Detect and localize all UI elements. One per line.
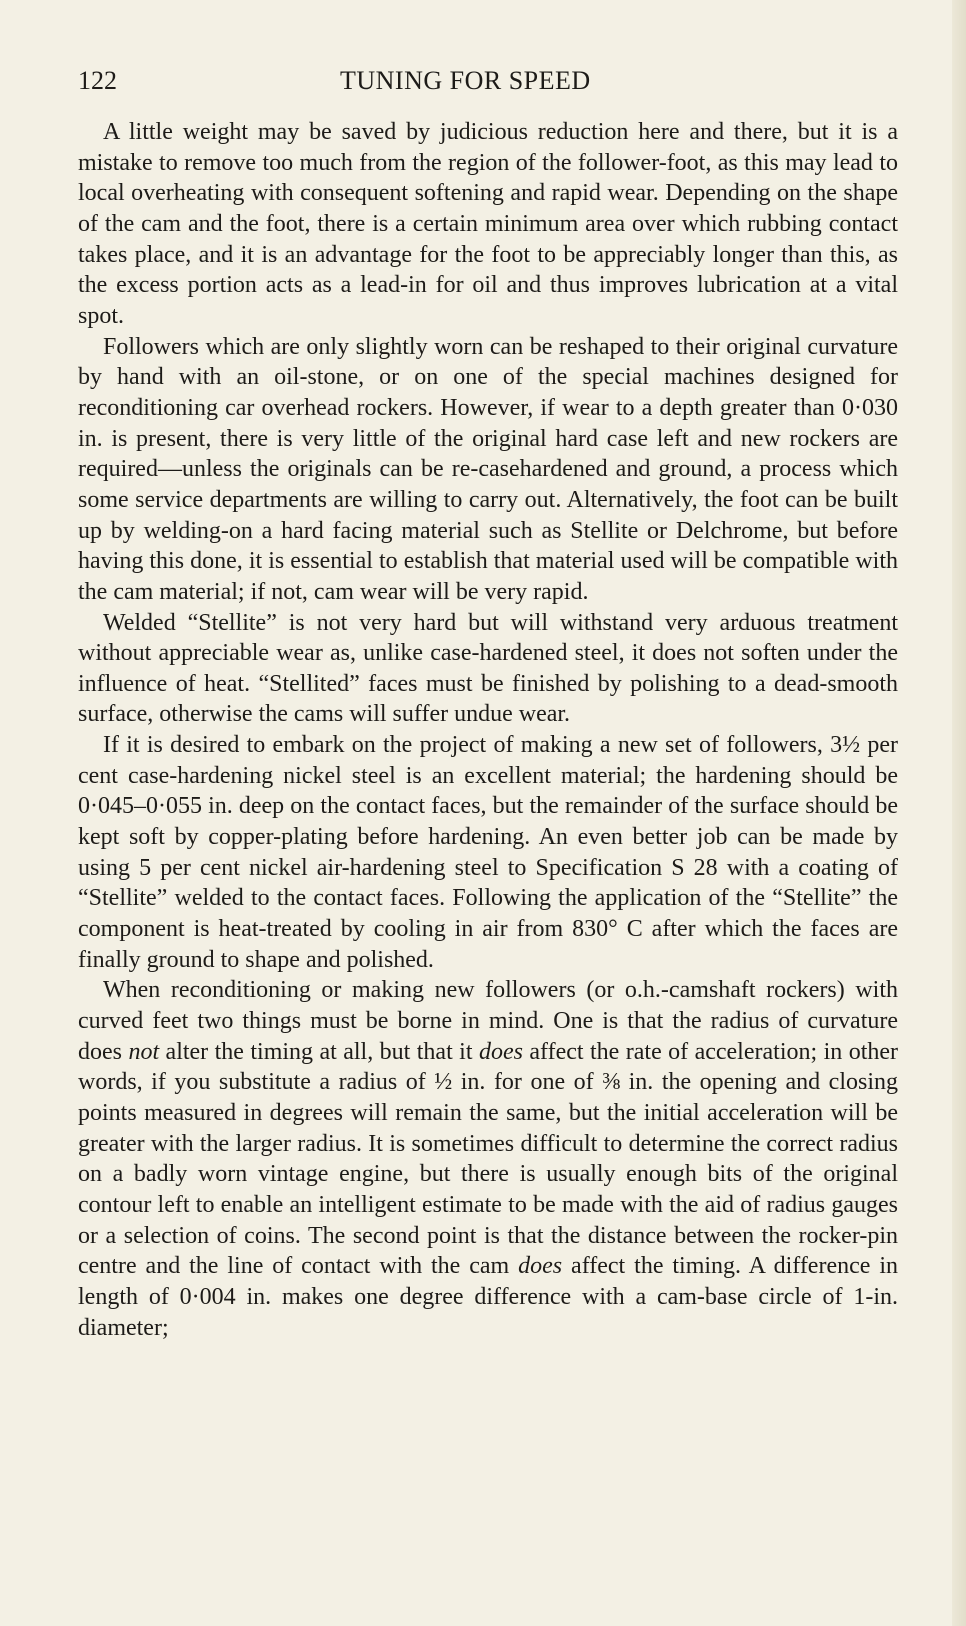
paragraph-text: When reconditioning or making new followers (or o.h.-camshaft rockers) with curved feet two things must be borne in mind. One is that the radius of curvature does — [78, 977, 898, 1065]
emphasis-text: does — [518, 1253, 563, 1280]
emphasis-text: not — [128, 1038, 160, 1065]
page-number: 122 — [78, 66, 117, 95]
paragraph-text: Welded “Stellite” is not very hard but will withstand very arduous treatment without appreciable wear as, unlike case-hardened steel, it does not soften under the influence of heat. “Stellited” faces must be finished by polishing to a dead-smooth surface, otherwise the cams will suffer undue wear. — [78, 609, 898, 728]
paragraph — [78, 730, 898, 975]
paragraph-text: affect the timing. A difference in length of 0·004 in. makes one degree difference with a cam-base circle of 1-in. diameter; — [78, 1253, 898, 1341]
paragraph — [78, 332, 898, 608]
emphasis-text: does — [478, 1038, 523, 1065]
page-edge-shadow — [952, 0, 966, 1626]
paragraph-text: If it is desired to embark on the project of making a new set of followers, 3½ per cent case-hardening nickel steel is an excellent material; the hardening should be 0·045–0·055 in. deep on the contact faces, but the remainder of the surface should be kept soft by copper-plating before hardening. An even better job can be made by using 5 per cent nickel air-hardening steel to Specification S 28 with a coating of “Stellite” welded to the contact faces. Following the application of the “Stellite” the component is heat-treated by cooling in air from 830° C after which the faces are finally ground to shape and polished. — [78, 732, 898, 973]
page-header — [78, 66, 898, 104]
paragraph-text: alter the timing at all, but that it — [159, 1038, 479, 1065]
paragraph-text: A little weight may be saved by judicious reduction here and there, but it is a mistake to remove too much from the region of the follower-foot, as this may lead to local overheating with consequent softening and rapid wear. Depending on the shape of the cam and the foot, there is a certain minimum area over which rubbing contact takes place, and it is an advantage for the foot to be appreciably longer than this, as the excess portion acts as a lead-in for oil and thus improves lubrication at a vital spot. — [78, 119, 898, 329]
paragraph-text: Followers which are only slightly worn can be reshaped to their original curvature by hand with an oil-stone, or on one of the special machines designed for reconditioning car overhead rockers. However, if wear to a depth greater than 0·030 in. is present, there is very little of the original hard case left and new rockers are required—unless the originals can be re-casehardened and ground, a process which some service departments are willing to carry out. Alternatively, the foot can be built up by welding-on a hard facing material such as Stellite or Delchrome, but before having this done, it is essential to establish that material used will be compatible with the cam material; if not, cam wear will be very rapid. — [78, 333, 898, 605]
running-head: TUNING FOR SPEED — [340, 66, 591, 95]
paragraph — [78, 975, 898, 1343]
body-text — [78, 117, 898, 1343]
paragraph-text: affect the rate of acceleration; in other words, if you substitute a radius of ½ in. for one of ⅜ in. the opening and closing points measured in degrees will remain the same, but the initial acceleration will be greater with the larger radius. It is sometimes difficult to determine the correct radius on a badly worn vintage engine, but there is usually enough bits of the original contour left to enable an intelligent estimate to be made with the aid of radius gauges or a selection of coins. The second point is that the distance between the rocker-pin centre and the line of contact with the cam — [78, 1038, 899, 1280]
paragraph — [78, 608, 898, 731]
paragraph — [78, 117, 898, 332]
